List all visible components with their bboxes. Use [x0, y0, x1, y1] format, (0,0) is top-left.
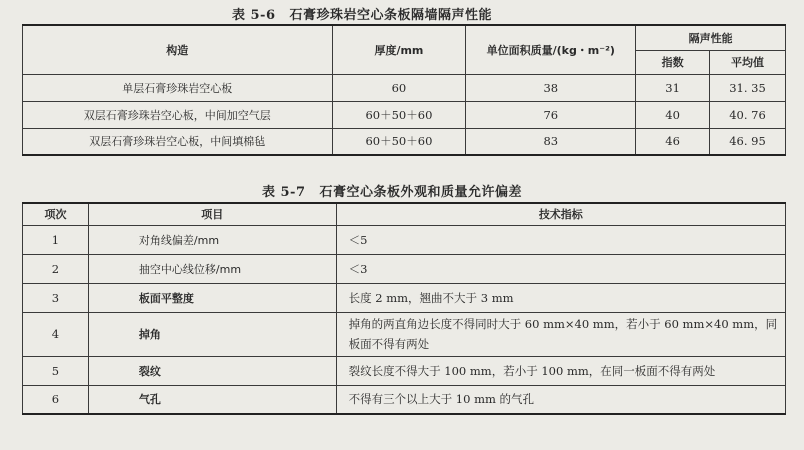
table-row [23, 101, 786, 128]
table1-caption [0, 4, 764, 23]
table-row [23, 356, 786, 385]
cell-no: 2 [23, 254, 89, 283]
header-index: 指数 [636, 50, 710, 74]
header-spec: 技术指标 [336, 203, 785, 225]
cell-average: 40. 76 [710, 101, 786, 128]
table-row [23, 283, 786, 312]
cell-spec: 不得有三个以上大于 10 mm 的气孔 [336, 385, 785, 414]
cell-no: 3 [23, 283, 89, 312]
cell-item: 对角线偏差/mm [88, 225, 336, 254]
cell-spec: ＜3 [336, 254, 785, 283]
cell-thickness: 60＋50＋60 [332, 101, 466, 128]
cell-mass: 38 [466, 74, 636, 101]
cell-index: 40 [636, 101, 710, 128]
cell-spec: 长度 2 mm，翘曲不大于 3 mm [336, 283, 785, 312]
table-row [23, 225, 786, 254]
table-row [23, 74, 786, 101]
cell-construction: 双层石膏珍珠岩空心板，中间加空气层 [23, 101, 333, 128]
table-row [23, 254, 786, 283]
cell-average: 46. 95 [710, 128, 786, 155]
table2-caption [0, 181, 794, 200]
cell-item: 气孔 [88, 385, 336, 414]
quality-deviation-table [22, 202, 786, 415]
cell-construction: 双层石膏珍珠岩空心板，中间填棉毡 [23, 128, 333, 155]
cell-mass: 83 [466, 128, 636, 155]
header-item: 项目 [88, 203, 336, 225]
cell-item: 抽空中心线位移/mm [88, 254, 336, 283]
table-row [23, 312, 786, 356]
header-sound-performance: 隔声性能 [636, 25, 786, 50]
cell-spec: 裂纹长度不得大于 100 mm，若小于 100 mm，在同一板面不得有两处 [336, 356, 785, 385]
header-no: 项次 [23, 203, 89, 225]
cell-no: 1 [23, 225, 89, 254]
cell-no: 5 [23, 356, 89, 385]
cell-construction: 单层石膏珍珠岩空心板 [23, 74, 333, 101]
cell-index: 31 [636, 74, 710, 101]
cell-index: 46 [636, 128, 710, 155]
cell-no: 4 [23, 312, 89, 356]
cell-mass: 76 [466, 101, 636, 128]
table1-title: 石膏珍珠岩空心条板隔墙隔声性能 [289, 8, 493, 23]
table-row [23, 128, 786, 155]
header-thickness: 厚度/mm [332, 25, 466, 74]
header-construction: 构造 [23, 25, 333, 74]
table-row [23, 385, 786, 414]
cell-spec: 掉角的两直角边长度不得同时大于 60 mm×40 mm，若小于 60 mm×40 mm，同板面不得有两处 [336, 312, 785, 356]
cell-no: 6 [23, 385, 89, 414]
sound-insulation-table [22, 24, 786, 156]
header-mass: 单位面积质量/(kg・m⁻²) [466, 25, 636, 74]
cell-thickness: 60 [332, 74, 466, 101]
cell-average: 31. 35 [710, 74, 786, 101]
cell-item: 裂纹 [88, 356, 336, 385]
table2-title: 石膏空心条板外观和质量允许偏差 [319, 185, 523, 200]
table1-number: 表 5-6 [231, 8, 276, 23]
cell-item: 板面平整度 [88, 283, 336, 312]
cell-spec: ＜5 [336, 225, 785, 254]
cell-thickness: 60＋50＋60 [332, 128, 466, 155]
header-average: 平均值 [710, 50, 786, 74]
cell-item: 掉角 [88, 312, 336, 356]
table2-number: 表 5-7 [261, 185, 306, 200]
